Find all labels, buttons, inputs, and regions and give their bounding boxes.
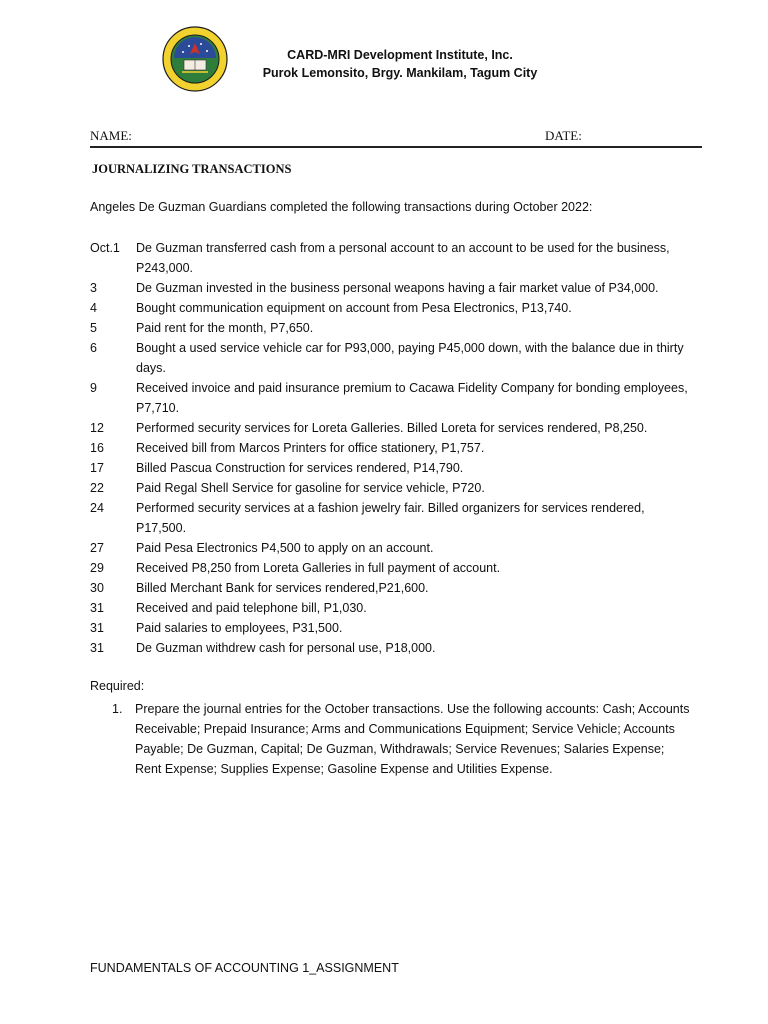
transaction-date: 17 (90, 461, 104, 475)
required-label: Required: (90, 679, 145, 693)
transaction-date: 31 (90, 601, 104, 615)
transaction-item (90, 578, 690, 598)
institution-seal-icon (162, 26, 228, 92)
transaction-text: Bought a used service vehicle car for P93,000, paying P45,000 down, with the balance due in thirty days. (136, 341, 684, 375)
transaction-date: 9 (90, 381, 97, 395)
transaction-item (90, 458, 690, 478)
transaction-text: De Guzman invested in the business personal weapons having a fair market value of P34,000. (136, 281, 659, 295)
transaction-date: 24 (90, 501, 104, 515)
transaction-date: 31 (90, 641, 104, 655)
transaction-text: Billed Merchant Bank for services rendered,P21,600. (136, 581, 429, 595)
transaction-date: 31 (90, 621, 104, 635)
page-footer: FUNDAMENTALS OF ACCOUNTING 1_ASSIGNMENT (90, 961, 399, 975)
transaction-date: Oct.1 (90, 241, 120, 255)
transaction-text: Performed security services for Loreta Galleries. Billed Loreta for services rendered, P8,250. (136, 421, 648, 435)
transaction-date: 6 (90, 341, 97, 355)
transaction-item (90, 338, 690, 378)
transaction-item (90, 598, 690, 618)
required-item-number: 1. (112, 702, 123, 716)
transaction-date: 27 (90, 541, 104, 555)
transaction-date: 16 (90, 441, 104, 455)
transaction-item (90, 478, 690, 498)
transaction-item (90, 418, 690, 438)
transaction-item (90, 378, 690, 418)
transaction-text: Paid Pesa Electronics P4,500 to apply on an account. (136, 541, 434, 555)
transaction-date: 4 (90, 301, 97, 315)
transaction-item (90, 278, 690, 298)
required-item-text: Prepare the journal entries for the October transactions. Use the following accounts: Cash; Accounts Receivable; Prepaid Insurance; Arms and Communications Equipment; Service Vehicle; Accounts Payable; De Guzman, Capital; De Guzman, Withdrawals; Service Revenues; Salaries Expense; Rent Expense; Supplies Expense; Gasoline Expense and Utilities Expense. (135, 702, 690, 776)
transaction-text: De Guzman transferred cash from a personal account to an account to be used for the business, P243,000. (136, 241, 670, 275)
letterhead (250, 46, 550, 82)
transaction-item (90, 498, 690, 538)
transaction-date: 29 (90, 561, 104, 575)
transaction-item (90, 318, 690, 338)
name-date-line (90, 126, 702, 148)
transaction-date: 30 (90, 581, 104, 595)
transaction-text: Billed Pascua Construction for services rendered, P14,790. (136, 461, 464, 475)
transaction-item (90, 438, 690, 458)
transaction-date: 5 (90, 321, 97, 335)
required-item (112, 699, 692, 779)
transaction-text: Received and paid telephone bill, P1,030. (136, 601, 367, 615)
transaction-date: 22 (90, 481, 104, 495)
intro-paragraph: Angeles De Guzman Guardians completed the following transactions during October 2022: (90, 200, 593, 214)
transaction-text: Received bill from Marcos Printers for office stationery, P1,757. (136, 441, 485, 455)
transaction-text: Performed security services at a fashion jewelry fair. Billed organizers for services rendered, P17,500. (136, 501, 645, 535)
transaction-date: 12 (90, 421, 104, 435)
transaction-item (90, 538, 690, 558)
transaction-text: Paid salaries to employees, P31,500. (136, 621, 343, 635)
institution-name: CARD-MRI Development Institute, Inc. (287, 48, 513, 62)
transaction-item (90, 298, 690, 318)
transaction-date: 3 (90, 281, 97, 295)
institution-address: Purok Lemonsito, Brgy. Mankilam, Tagum City (262, 66, 538, 80)
transaction-item (90, 638, 690, 658)
transaction-text: Received invoice and paid insurance premium to Cacawa Fidelity Company for bonding employees, P7,710. (136, 381, 688, 415)
transaction-text: Paid rent for the month, P7,650. (136, 321, 314, 335)
transaction-item (90, 618, 690, 638)
transaction-item (90, 238, 690, 278)
document-title: JOURNALIZING TRANSACTIONS (92, 162, 292, 176)
transaction-text: De Guzman withdrew cash for personal use, P18,000. (136, 641, 436, 655)
transaction-text: Paid Regal Shell Service for gasoline for service vehicle, P720. (136, 481, 485, 495)
transaction-text: Received P8,250 from Loreta Galleries in full payment of account. (136, 561, 501, 575)
transaction-list (90, 238, 690, 658)
transaction-item (90, 558, 690, 578)
transaction-text: Bought communication equipment on account from Pesa Electronics, P13,740. (136, 301, 572, 315)
name-label: NAME: (90, 128, 132, 143)
date-label: DATE: (545, 128, 582, 143)
